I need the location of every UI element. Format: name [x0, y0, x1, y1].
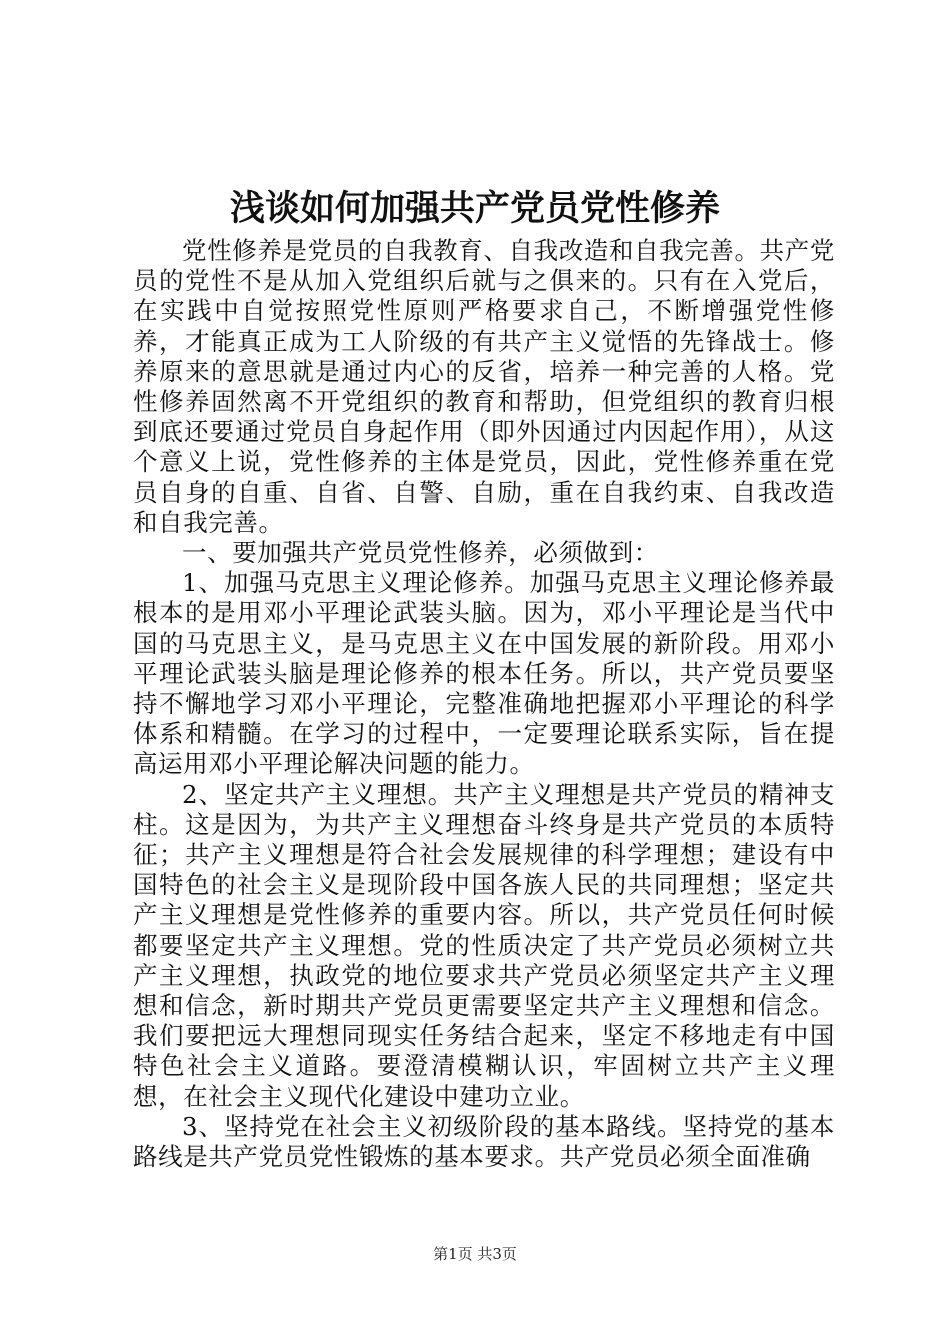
paragraph-point-2: 2、坚定共产主义理想。共产主义理想是共产党员的精神支柱。这是因为，为共产主义理想奋斗终身是共产党员的本质特征；共产主义理想是符合社会发展规律的科学理想；建设有中国特色的社会主义是现阶段中国各族人民的共同理想；坚定共产主义理想是党性修养的重要内容。所以，共产党员任何时候都要坚定共产主义理想。党的性质决定了共产党员必须树立共产主义理想，执政党的地位要求共产党员必须坚定共产主义理想和信念，新时期共产党员更需要坚定共产主义理想和信念。我们要把远大理想同现实任务结合起来，坚定不移地走有中国特色社会主义道路。要澄清模糊认识，牢固树立共产主义理想，在社会主义现代化建设中建功立业。 — [133, 779, 835, 1111]
page-number-footer: 第1页 共3页 — [433, 1245, 517, 1263]
paragraph-intro: 党性修养是党员的自我教育、自我改造和自我完善。共产党员的党性不是从加入党组织后就与之俱来的。只有在入党后，在实践中自觉按照党性原则严格要求自己，不断增强党性修养，才能真正成为工人阶级的有共产主义觉悟的先锋战士。修养原来的意思就是通过内心的反省，培养一种完善的人格。党性修养固然离不开党组织的教育和帮助，但党组织的教育归根到底还要通过党员自身起作用（即外因通过内因起作用），从这个意义上说，党性修养的主体是党员，因此，党性修养重在党员自身的自重、自省、自警、自励，重在自我约束、自我改造和自我完善。 — [133, 236, 835, 537]
paragraph-section-heading: 一、要加强共产党员党性修养，必须做到： — [182, 538, 659, 568]
paragraph-point-1: 1、加强马克思主义理论修养。加强马克思主义理论修养最根本的是用邓小平理论武装头脑。因为，邓小平理论是当代中国的马克思主义，是马克思主义在中国发展的新阶段。用邓小平理论武装头脑是理论修养的根本任务。所以，共产党员要坚持不懈地学习邓小平理论，完整准确地把握邓小平理论的科学体系和精髓。在学习的过程中，一定要理论联系实际，旨在提高运用邓小平理论解决问题的能力。 — [133, 568, 835, 779]
document-title: 浅谈如何加强共产党员党性修养 — [229, 188, 720, 229]
paragraph-point-3: 3、坚持党在社会主义初级阶段的基本路线。坚持党的基本路线是共产党员党性锻炼的基本要求。共产党员必须全面准确 — [133, 1111, 835, 1172]
document-body — [133, 236, 835, 1172]
